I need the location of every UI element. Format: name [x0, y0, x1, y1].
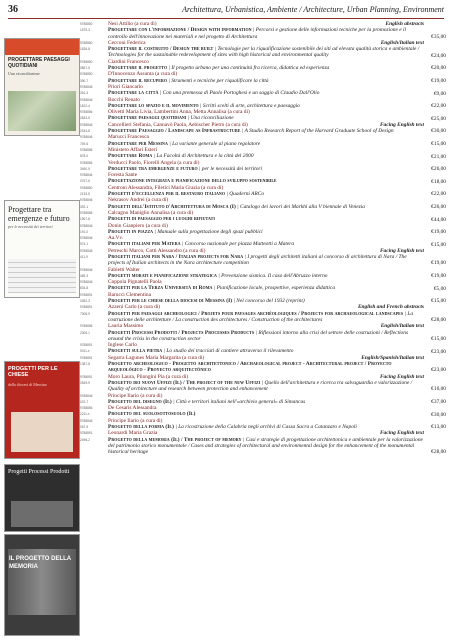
entry-author: D'Innocenzo Assunta (a cura di) [108, 71, 178, 78]
entry-description [108, 46, 424, 59]
entry-title[interactable]: Progettare lo spazio e il movimento [108, 102, 199, 109]
entry-body [108, 430, 424, 455]
entry-title[interactable]: Progetti in piazza [108, 228, 154, 235]
entry-price: €22,00 [431, 191, 446, 198]
isbn-code: 9788850 0857-5 [80, 59, 93, 71]
entry-subtitle: | Una riconciliazione [187, 115, 234, 122]
entry-title[interactable]: Progetti italiani per Matera [108, 241, 181, 248]
language-note: English and French abstracts [357, 304, 424, 311]
entry-description [108, 254, 424, 267]
catalog-entry[interactable] [80, 418, 446, 431]
entry-body [108, 84, 424, 97]
isbn-code: 9788891 1387-8 [80, 355, 93, 367]
entry-body [108, 393, 424, 406]
isbn-code: 9788850 1826-8 [80, 40, 93, 52]
entry-description [108, 330, 424, 343]
catalog-entry[interactable] [80, 223, 446, 236]
isbn-code: 9788856 1967-8 [80, 210, 93, 222]
entry-price: €19,00 [431, 260, 446, 267]
entry-subtitle: | A Studio Research Report of the Harvard Graduate School of Design [241, 128, 394, 135]
isbn-code: 9788846 191-0 [80, 223, 93, 234]
entry-body [108, 374, 424, 393]
entry-subtitle: | Riflessioni intorno alla crisi del settore delle costruzioni / Reflections around the crisis in the construction sector [108, 329, 409, 342]
entry-author: Nesi Attilio (a cura di) [108, 21, 157, 27]
entry-price: €30,00 [431, 411, 446, 418]
entry-price: €13,00 [431, 424, 446, 431]
catalog-entry[interactable] [80, 134, 446, 147]
entry-subtitle: | Lo studio dei tracciati di cantiere attraverso il rilevamento [163, 348, 294, 355]
catalog-entry[interactable] [80, 71, 446, 84]
isbn-code: 9788891 0352-3 [80, 292, 93, 304]
entry-price: €15,00 [431, 298, 446, 305]
entry-body [108, 59, 424, 72]
entry-body [108, 405, 424, 418]
entry-title[interactable]: Progettare paesaggi quotidiani [108, 115, 187, 122]
isbn-code: 9788850 2133-5 [80, 185, 93, 197]
catalog-entry[interactable] [80, 160, 446, 173]
entry-author: Priori Giancarlo [108, 83, 143, 90]
language-note: Facing English text [379, 430, 424, 437]
catalog-entry[interactable] [80, 374, 446, 393]
entry-body [108, 40, 424, 59]
cover-title: PROGETTARE PAESAGGI QUOTIDIANI [8, 57, 70, 69]
isbn-code: 9788856 2211-x [80, 406, 93, 417]
entry-price: €26,00 [431, 204, 446, 210]
entry-price: €21,00 [431, 153, 446, 160]
cover-title: Progetti Processi Prodotti [8, 469, 70, 475]
entry-title[interactable]: Progetti di paesaggio per i luoghi rifiutati [108, 216, 215, 223]
entry-subtitle: | I progetti degli architetti italiani al concorso di architettura di Nara / The projects of Italian architects in the Nara architecture competition [108, 253, 407, 267]
entry-author: Donin Gianpiero (a cura di) [108, 222, 168, 229]
entry-body [108, 210, 424, 223]
entry-body [108, 160, 424, 173]
catalog-entry[interactable] [80, 235, 446, 248]
entry-price: €20,00 [431, 65, 446, 72]
cover-subtitle: della diocesi di Messina [8, 382, 47, 387]
entry-title[interactable]: Progetto della memoria (Il) / The project of memory [108, 436, 242, 443]
isbn-code: 9788891 2496-2 [80, 431, 93, 442]
isbn-code: 9788850 390-7 [80, 72, 93, 83]
book-cover-emergenze[interactable] [4, 200, 80, 298]
entry-author: De Cesaris Alessandra [108, 405, 157, 412]
book-cover-paesaggi[interactable] [4, 38, 80, 136]
catalog-entry[interactable] [80, 197, 446, 210]
catalog-entries [80, 21, 446, 455]
entry-description [108, 380, 424, 393]
entry-subtitle: | Tecnologie per la riqualificazione sostenibile dei siti ad elevata qualità storica e ambientale / Technologies for the sustainable redevelopment of sites with high historical and environmental quality [108, 46, 420, 59]
isbn-code: 9788846 067-9 [80, 418, 93, 429]
entry-body [108, 172, 424, 185]
isbn-code: 9788856 878-0 [80, 147, 93, 159]
catalog-entry[interactable] [80, 248, 446, 267]
page-number: 36 [8, 4, 18, 15]
page-header [8, 4, 444, 19]
catalog-entry[interactable] [80, 40, 446, 59]
isbn-code: 9788846 022-7 [80, 393, 93, 404]
entry-title[interactable]: Progetti italiani per Nara / Italian projects for Nara [108, 253, 244, 260]
entry-price: €28,00 [431, 448, 446, 455]
entry-price: €44,00 [431, 216, 446, 223]
entry-price: €28,00 [431, 317, 446, 324]
entry-author: Olivetti Maria Livia, Lambertini Anna, Metta Annalisa (a cura di) [108, 109, 250, 116]
entry-price: €30,00 [431, 128, 446, 135]
entry-subtitle: | Casi e strategie di progettazione architettonica e ambientale per la valorizzazione del patrimonio storico monumentale / Cases and strategies of architectural and environmental design for the enhancement of the monumental historical heritage [108, 436, 423, 456]
isbn-code: 9788856 2305-1 [80, 324, 93, 335]
entry-title[interactable]: Progetto del disegno (Il) [108, 398, 172, 405]
entry-title[interactable]: Progettare con l'informazione / Design with information [108, 27, 252, 34]
catalog-entry[interactable] [80, 323, 446, 342]
entry-price: €9,00 [433, 90, 446, 97]
entry-title[interactable]: Progettare per Messina [108, 140, 168, 147]
entry-author: Foresta Sante [108, 172, 138, 179]
isbn-code: 9788846 316-3 [80, 84, 93, 96]
entry-title[interactable]: Progetti morati e pianificazione strategica [108, 272, 217, 279]
entry-body [108, 248, 424, 267]
catalog-entry[interactable] [80, 172, 446, 185]
entry-title[interactable]: Progetti dell'Istituto d'Architettura di Mosca (I) [108, 203, 236, 210]
entry-body [108, 21, 424, 40]
entry-author: Petreschi Marco, Cotti Alessandro (a cura di) [108, 247, 206, 254]
entry-body [108, 134, 424, 147]
language-note: English abstracts [385, 21, 424, 27]
entry-title[interactable]: Progettazione integrata e pianificazione dello sviluppo sostenibile [108, 178, 277, 185]
entry-subtitle: | La Facoltà di Architettura e la città del 2000 [153, 153, 254, 160]
entry-author: Barucci Clementina [108, 291, 151, 298]
entry-author: Inglese Carlo [108, 342, 137, 349]
entry-price: €37,00 [431, 399, 446, 406]
entry-author: Segarra Lagunes Maria Margarita (a cura di) [108, 354, 205, 361]
entry-price: €22,00 [431, 103, 446, 110]
entry-body [108, 418, 424, 431]
entry-price: €23,00 [431, 367, 446, 374]
catalog-entry[interactable] [80, 355, 446, 374]
language-note: Facing English text [379, 247, 424, 254]
isbn-code: 9788856 3490-9 [80, 160, 93, 171]
isbn-code: 9788891 0549-9 [80, 374, 93, 385]
isbn-code: 9788856 2833-5 [80, 110, 93, 121]
entry-subtitle: | La variante generale al piano regolatore [169, 140, 261, 147]
isbn-code: 9788850 1579-3 [80, 22, 93, 33]
entry-author: Azzeni Carlo (a cura di) [108, 304, 161, 311]
entry-title[interactable]: Progetti Processi Prodotti / Projects Processes Products [108, 329, 255, 336]
catalog-entry[interactable] [80, 210, 446, 223]
entry-author: Verducci Paolo, Fiorelli Angela (a cura di) [108, 159, 200, 166]
entry-subtitle: | La costruzione delle architetture / La construction des architectures / Construction of the architectures [108, 310, 414, 323]
entry-body [108, 292, 424, 305]
entry-body [108, 71, 424, 84]
entry-subtitle: | Prevenzione sismica. Il caso dell'Abruzzo interno [218, 272, 328, 279]
language-note: English/Italian text [380, 323, 424, 330]
entry-price: €23,00 [431, 348, 446, 355]
cover-title: PROGETTI PER LE CHIESE [8, 366, 58, 378]
entry-price: €19,00 [431, 229, 446, 236]
entry-author: Cecconi Federica [108, 39, 146, 46]
entry-subtitle: | Città e territori italiani nell'«archivio general» di Simancas [173, 398, 306, 405]
cover-subtitle: Una riconciliazione [8, 71, 40, 76]
isbn-code: 9788846 749-6 [80, 135, 93, 146]
catalog-entry[interactable] [80, 185, 446, 198]
entry-title[interactable]: Progettare la città [108, 90, 159, 97]
entry-body [108, 342, 424, 355]
isbn-code: 9788891 0011-x [80, 343, 93, 354]
entry-author: Centroni Alessandra, Filetici Maria Grazia (a cura di) [108, 184, 224, 191]
entry-body [108, 279, 424, 292]
book-cover-processi[interactable] [4, 464, 80, 532]
entry-author: Ciardini Francesco [108, 58, 149, 65]
isbn-code: 9788846 411-9 [80, 248, 93, 259]
entry-price: €15,00 [431, 141, 446, 148]
cover-title: Progettare tra emergenze e futuro [8, 205, 70, 223]
catalog-entry[interactable] [80, 430, 446, 455]
catalog-entry[interactable] [80, 109, 446, 122]
entry-title[interactable]: Progettare Roma [108, 153, 153, 160]
catalog-entry[interactable] [80, 97, 446, 110]
catalog-entry[interactable] [80, 267, 446, 280]
entry-author: Ministero Affari Esteri [108, 146, 158, 153]
entry-body [108, 147, 424, 160]
entry-price: €26,00 [431, 166, 446, 173]
entry-subtitle: | Strumenti e tecniche per riqualificare la città [168, 77, 269, 84]
entry-author: Calcagno Maniglio Annalisa (a cura di) [108, 209, 194, 216]
isbn-code: 9788846 0757-6 [80, 173, 93, 184]
entry-author: Bocchi Renato [108, 96, 140, 103]
entry-title[interactable]: Progetti d'eccellenza per il restauro italiano [108, 191, 226, 198]
entry-author: Principe Ilario (a cura di) [108, 417, 163, 424]
catalog-entry[interactable] [80, 279, 446, 292]
catalog-entry[interactable] [80, 84, 446, 97]
entry-title[interactable]: Progettare il costruito / Design the built [108, 46, 214, 53]
catalog-entry[interactable] [80, 21, 446, 40]
entry-author: Marucci Francesca [108, 134, 149, 141]
isbn-code: 9788846 974-1 [80, 236, 93, 247]
isbn-code: 9788846 1812-4 [80, 97, 93, 108]
entry-author: Leonardi Maria Grazia [108, 430, 158, 437]
isbn-code: 9788846 834-8 [80, 280, 93, 291]
entry-description [108, 27, 424, 40]
isbn-code: 9788891 7308-9 [80, 305, 93, 316]
entry-author: Fabietti Walter [108, 266, 140, 273]
entry-body [108, 235, 424, 248]
isbn-code: 9788846 392-1 [80, 198, 93, 209]
entry-price: €24,00 [431, 52, 446, 59]
entry-title[interactable]: Progetti per la Terza Università di Roma [108, 285, 213, 292]
catalog-entry[interactable] [80, 342, 446, 355]
book-cover-memoria[interactable] [4, 534, 80, 636]
catalog-entry[interactable] [80, 393, 446, 406]
catalog-entry[interactable] [80, 304, 446, 323]
entry-subtitle: | Pianificazione locale, prospettive, esperienza didattica [213, 285, 336, 292]
entry-body [108, 122, 424, 135]
entry-subtitle: | Concorso nazionale per piazza Matteotti a Matera [181, 241, 295, 248]
catalog-entry[interactable] [80, 122, 446, 135]
entry-title[interactable]: Progetto della forma (Il) [108, 424, 174, 430]
entry-body [108, 267, 424, 280]
catalog-entry[interactable] [80, 147, 446, 160]
cover-subtitle: per le necessità dei territori [8, 224, 53, 229]
entry-price: €15,00 [431, 241, 446, 248]
entry-price: €5,00 [433, 285, 446, 292]
entry-body [108, 97, 424, 110]
running-title: Architettura, Urbanistica, Ambiente / Architecture, Urban Planning, Environment [182, 5, 444, 14]
language-note: Facing English text [379, 373, 424, 380]
language-note: English/Italian text [380, 39, 424, 46]
entry-title[interactable]: Progetti per paesaggi archeologici / Projets pour paysages archéologiques / Projects for archaeological landscapes [108, 310, 404, 317]
entry-body [108, 323, 424, 342]
entry-author: Aa.Vv. [108, 235, 124, 242]
entry-description [108, 437, 424, 456]
entry-subtitle: | La ricostruzione della Calabria negli archivi di Cassa Sacra a Catanzaro e Napoli [175, 424, 357, 430]
entry-author: Lauria Massimo [108, 323, 144, 330]
entry-title[interactable]: Progetti sulla pietra [108, 348, 163, 355]
isbn-code: 9788846 2184-8 [80, 122, 93, 134]
entry-price: €15,00 [431, 335, 446, 342]
entry-title[interactable]: Progettare tra emergenze e futuro [108, 165, 198, 172]
entry-subtitle: | Nel concorso del 1932 (reprint) [233, 298, 305, 305]
entry-subtitle: | Manuale sulla progettazione degli spazi pubblici [154, 228, 263, 235]
entry-price: €25,00 [431, 115, 446, 122]
entry-body [108, 223, 424, 236]
entry-title[interactable]: Progettare Paesaggio / Landscape as Infrastructure [108, 128, 241, 135]
entry-subtitle: | Scritti scelti di arte, architettura e paesaggio [200, 102, 300, 109]
entry-subtitle: | Con una premessa di Paolo Portoghesi e un saggio di Claudio Dall'Olio [159, 90, 320, 97]
cover-title: IL PROGETTO DELLA MEMORIA [9, 556, 71, 570]
entry-title[interactable]: Progettare il progetto [108, 65, 168, 72]
entry-title[interactable]: Progetto del suolosottosuolo (Il) [108, 411, 196, 418]
entry-body [108, 185, 424, 198]
entry-subtitle: | Percorsi e gestione delle informazioni tecniche per la promozione e il controllo dell'innovazione nei materiali e nel progetto di Architettura [108, 27, 406, 40]
isbn-code: 9788846 469-3 [80, 267, 93, 278]
entry-price: €16,00 [431, 386, 446, 393]
entry-subtitle: | Il progetto urbano per una continuità fra ricerca, didattica ed esperienza [168, 65, 330, 72]
entry-body [108, 197, 424, 210]
entry-author: Coppola Pignatelli Paola [108, 279, 162, 286]
entry-author: Moro Laura, Pilongini Pia (a cura di) [108, 373, 189, 380]
entry-price: €18,00 [431, 178, 446, 185]
entry-price: €19,00 [431, 273, 446, 280]
catalog-entry[interactable] [80, 405, 446, 418]
entry-subtitle: | Quello dell'architettura e ricerca tra salvaguardia e valorizzazione / Quality of architecture and research between protection and enhancement [108, 379, 413, 393]
entry-author: Nekrasov Andrei (a cura di) [108, 197, 169, 204]
language-note: English/Spanish/Italian text [361, 354, 424, 361]
entry-title[interactable]: Progetti per le chiese della diocesi di Messina (I) [108, 298, 233, 305]
entry-subtitle: | per le necessità dei territori [198, 165, 262, 172]
catalog-entry[interactable] [80, 59, 446, 72]
book-cover-chiese[interactable] [4, 361, 80, 459]
entry-subtitle: | Quaderni ARCo [226, 191, 265, 198]
language-note: Facing English text [379, 121, 424, 128]
entry-body [108, 109, 424, 122]
entry-subtitle: | Catalogo dei lavori dei Markhi alla V biennale di Venezia [237, 203, 365, 210]
entry-author: Cancellieri Stefania, Cannavò Paola, Aebischer Pietro (a cura di) [108, 121, 248, 128]
entry-title[interactable]: Progetto dei nuovi Uffizi (Il) / The project of the new Uffizi [108, 379, 261, 386]
entry-title[interactable]: Progetto archeologico - Progetto architettonico / Archaeological project - Architectural project / Proyecto arqueológico - Proyecto arquitectónico [108, 361, 392, 374]
entry-price: €35,00 [431, 33, 446, 40]
entry-title[interactable]: Progettare il recupero [108, 77, 168, 84]
entry-description [108, 361, 424, 374]
entry-author: Principe Ilario (a cura di) [108, 392, 163, 399]
entry-description [108, 311, 424, 324]
entry-price: €19,00 [431, 78, 446, 85]
catalog-entry[interactable] [80, 292, 446, 305]
